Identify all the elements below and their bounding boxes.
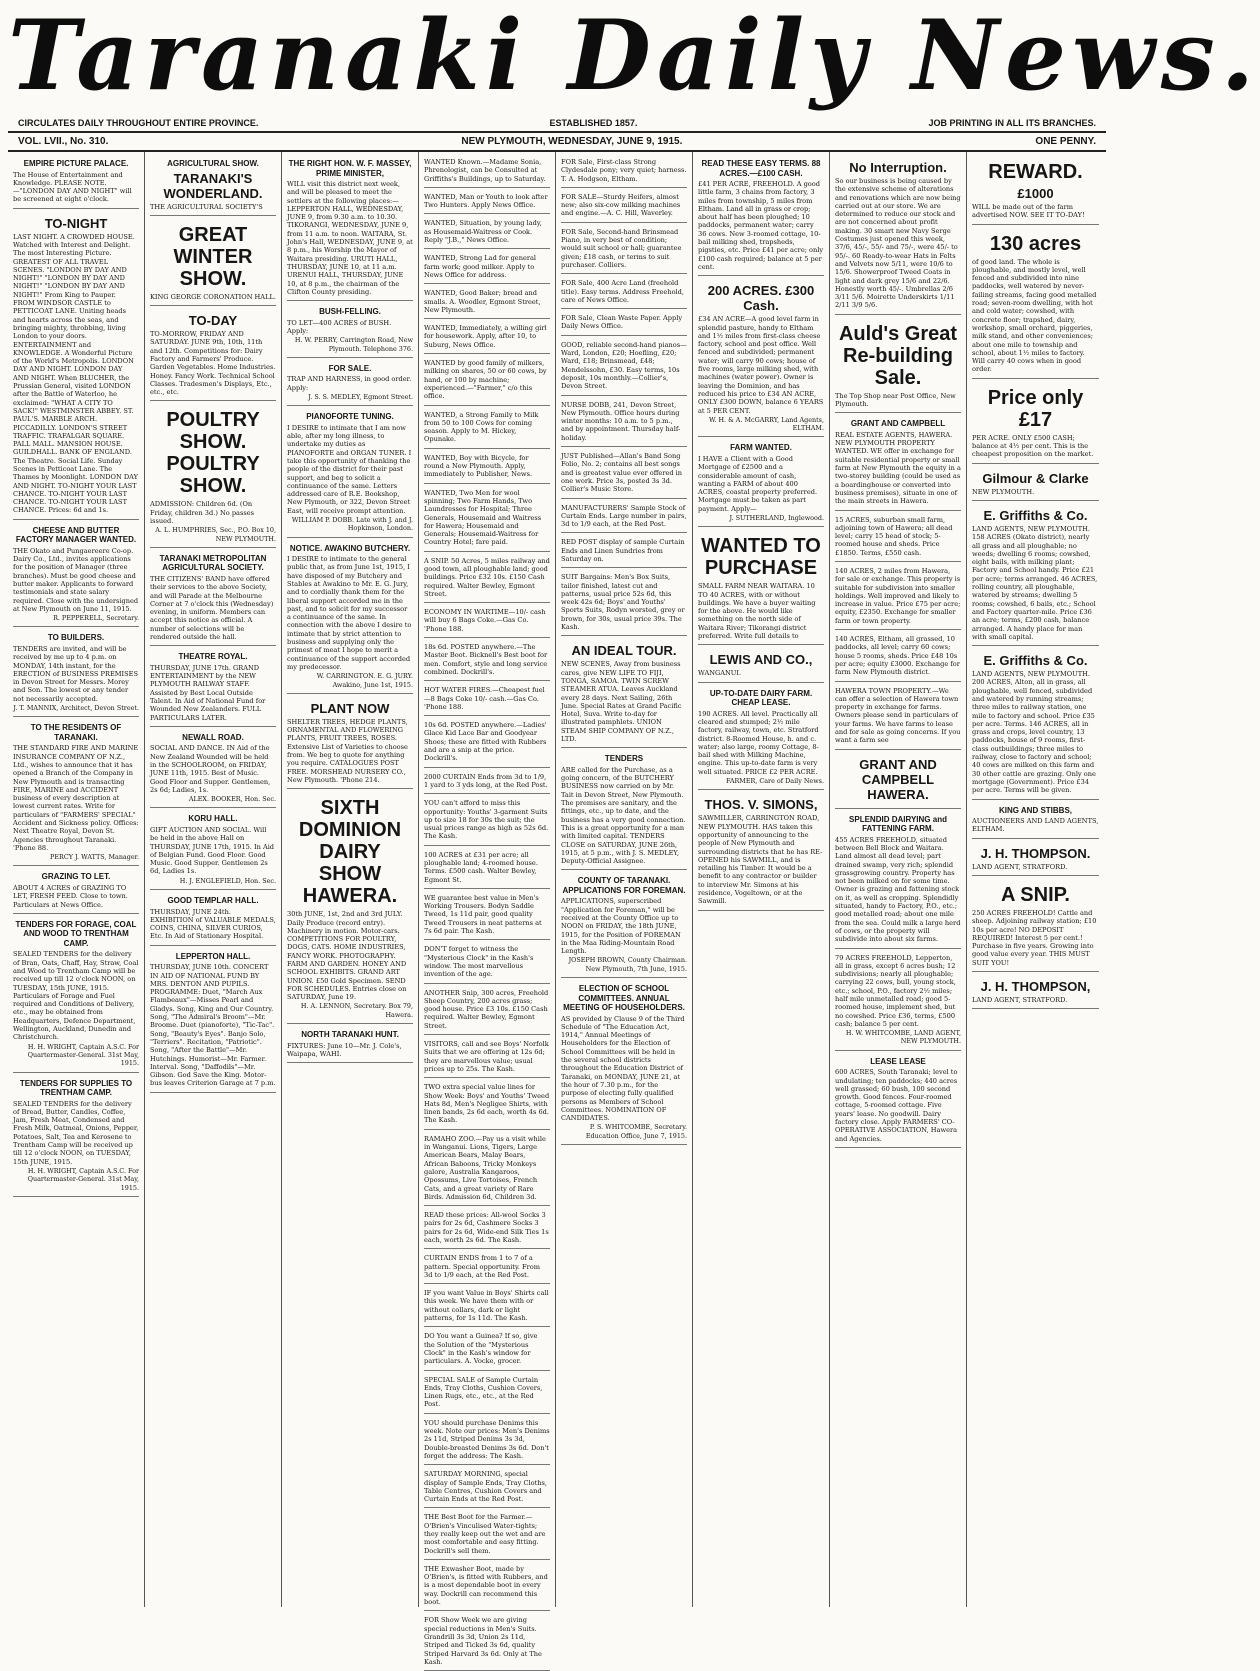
ad-heading: READ THESE EASY TERMS. 88 ACRES.—£100 CASH. [701, 159, 821, 178]
column-1 [8, 152, 145, 1607]
advertisement [972, 649, 1099, 799]
advertisement [424, 252, 550, 284]
ad-text: So our business is being caused by the extensive scheme of alterations and renovations which are now being carried out at our store. We are determined to reduce our stock and are not concerned about profit making. 30 smart new Navy Serge Costumes just opened this week, 37/6, 45/-, 55/- and 75/-, were 45/- to 95/-. 60 Ready-to-wear Hats in Felts and Velvets now 5/11, were 10/6 to 15/6. Showerproof Tweed Coats in light and dark grey 15/6 and 22/6. Honestly worth 45/-. Umbrellas 2/6 3/11 5/6. Moirette Underskirts 1/11 2/11 3/9 5/6. [835, 177, 961, 310]
advertisement [698, 156, 824, 276]
newspaper-title: Taranaki Daily News. [8, 0, 1260, 112]
ad-text: THE Best Boot for the Farmer.—O'Brien's Vinculised Water-tights; they really keep out the wet and are most comfortable and easy fitting. Dockrill's sell them. [424, 1513, 546, 1555]
advertisement [424, 1133, 550, 1206]
advertisement [561, 277, 687, 309]
ad-text: £41 PER ACRE, FREEHOLD. A good little farm, 3 chains from factory, 3 miles from township, 5 miles from Eltham. Land all in grass or crop; about half has been ploughed; 10 paddocks, permanent water; carry 36 cows. New 3-roomed cottage, 10-bail milking shed, trapsheds, pigsties, etc. Price £41 per acre; only £100 cash required; balance at 5 per cent. [698, 180, 824, 271]
ad-text: A SNIP. 50 Acres, 5 miles railway and good town, all ploughable land; good buildings. Price £32 10s. £150 Cash required. Walter Bewley, Egmont Street. [424, 556, 550, 598]
ad-text: WANTED, a Strong Family to Milk from 50 to 100 Cows for coming season. Apply to M. Hickey, Opunake. [424, 410, 539, 444]
ad-text: RED POST display of sample Curtain Ends and Linen Sundries from Saturday on. [561, 538, 685, 563]
advertisement [13, 869, 139, 913]
column-2 [145, 152, 282, 1607]
ad-text: SPECIAL SALE of Sample Curtain Ends, Tray Cloths, Cushion Covers, Linen Rugs, etc., etc., at the Red Post. [424, 1375, 543, 1409]
advertisement [972, 879, 1099, 972]
ad-text: NEW PLYMOUTH. [972, 487, 1035, 496]
ad-text: SUIT Bargains: Men's Box Suits, tailor finished, latest cut and patterns, usual price 52s 6d, this week 42s 6d; Boys' and Youths' Sports Suits, Rodyn worsted, grey or brown, for 30s, usual price 39s. The Kash. [561, 573, 685, 632]
advertisement [424, 1374, 550, 1414]
ad-text: ARE called for the Purchase, as a going concern, of the BUTCHERY BUSINESS now carried on by Mr. Tait in Devon Street, New Plymouth. The premises are sanitary, and the fittings, etc., up to date, and the business has a very good connection. This is a great opportunity for a man with limited capital. TENDERS CLOSE on SATURDAY, JUNE 26th, 1915, at 5 p.m., with J. S. MEDLEY, Deputy-Official Assignee. [561, 765, 686, 866]
ad-signature: H. W. PERRY, Carrington Road, New Plymouth. Telephone 376. [294, 336, 413, 353]
ad-text: SOCIAL AND DANCE. IN Aid of the New Zealand Wounded will be held in the SCHOOLROOM, on FRIDAY, JUNE 11th, 1915. Best of Music. Good Floor and Supper. Gentlemen, 2s 6d; Ladies, 1s. [150, 744, 271, 794]
masthead [8, 0, 1260, 112]
advertisement [150, 551, 276, 646]
advertisement [424, 409, 550, 449]
ad-signature: J. S. S. MEDLEY, Egmont Street. [308, 392, 413, 401]
ad-text: FOR Show Week we are giving special reductions in Men's Suits. Grandrill 3s 3d, Union 2s 11d, Striped and Ticked 3s 6d, quality Striped Harvard 3s 6d. Only at The Kash. [424, 1616, 542, 1666]
advertisement [424, 1209, 550, 1249]
ad-text: TO LET—400 ACRES of BUSH. Apply: [287, 318, 392, 335]
ad-subheading: GRANT AND CAMPBELL HAWERA. [859, 756, 937, 802]
ad-text: WILL visit this district next week, and will be pleased to meet the settlers at the following places:— LEPPERTON HALL, WEDNESDAY, JUNE 9, from 9.30 a.m. to 10.30. TIKORANGI, WEDNESDAY, JUNE 9, from 11 a.m. to noon. WAITARA, St. John's Hall, WEDNESDAY, JUNE 9, at 8 p.m., his Worship the Mayor of Waitara presiding. URUTI HALL, THURSDAY, JUNE 10, at 11 a.m. URENUI HALL, THURSDAY, JUNE 10, at 8 p.m., the chairman of the Clifton County presiding. [287, 180, 413, 296]
ad-heading: NORTH TARANAKI HUNT. [301, 1030, 399, 1040]
ad-text: 140 ACRES, 2 miles from Hawera, for sale or exchange. This property is suitable for subdivision into smaller holdings. Well improved and likely to increase in value. Price £75 per acre; equity, £2350. Exchange for smaller farm or town property. [835, 567, 961, 625]
ad-signature: J. SUTHERLAND, Inglewood. [729, 514, 824, 522]
advertisement [835, 952, 961, 1051]
ad-subheading: LEWIS AND CO., [709, 652, 813, 668]
advertisement [698, 440, 824, 527]
column-8 [967, 152, 1104, 1607]
advertisement [698, 793, 824, 910]
ad-heading: FOR SALE. [328, 363, 372, 373]
ad-text: 455 ACRES FREEHOLD, situated between Bell Block and Waitara. Land almost all dead level; part drained swamp, very rich; splendid grassgrowing country. Property has not been milked on for some time. Owner is grazing and fattening stock on it, as well as cropping. Splendidly situated, handy to Factory, P.O., etc.; good metalled road; about one mile from the sea. Could milk a large herd of cows, or the property will subdivide into about six farms. [835, 835, 961, 944]
ad-heading: AGRICULTURAL SHOW. [167, 159, 259, 168]
ad-heading: GRAZING TO LET. [41, 872, 111, 882]
ad-text: IF you want Value in Boys' Shirts call this week. We have them with or without collars, dark or light patterns, for 1s 11d. The Kash. [424, 1289, 549, 1323]
advertisement [561, 536, 687, 568]
advertisement [561, 312, 687, 336]
ad-signature: A. L. HUMPHRIES, Sec., P.O. Box 10, NEW PLYMOUTH. [155, 526, 276, 543]
ad-subheading: £1000 [1017, 186, 1054, 201]
advertisement [835, 565, 961, 630]
ad-text: HAWERA TOWN PROPERTY.—We can offer a selection of Hawera town property in exchange for farms. Owners please send in particulars of your farms. We have farms to lease and for sale as going concerns. If you want a farm see [835, 686, 961, 745]
ad-text: FOR Sale, 400 Acre Land (freehold title). Easy terms. Address Freehold, care of News Office. [561, 279, 684, 304]
issue-price: ONE PENNY. [1035, 136, 1096, 147]
ad-text: 79 ACRES FREEHOLD, Lepperton, all in grass, except 6 acres bush; 12 subdivisions; nearly all ploughable; carrying 22 cows, bull, young stock, etc.; school, P.O., factory 2½ miles; half mile unmetalled road; good 5-roomed house, implement shed, but no cowshed. Price £36, terms, £500 cash; balance 5 per cent. [835, 953, 956, 1028]
advertisement [13, 212, 139, 520]
ad-text: WILL be made out of the farm advertised NOW. SEE IT TO-DAY! [972, 203, 1085, 220]
column-4 [419, 152, 556, 1666]
advertisement [287, 156, 413, 301]
ad-text: 600 ACRES, South Taranaki; level to undulating; ten paddocks; 440 acres well grassed; 60 bush, 100 second growth. Good fences. Four-roomed cottage, 5-roomed cottage. Five years' lease. No goodwill. Dairy factory close. Apply FARMERS' CO-OPERATIVE ASSOCIATION, Hawera and Agencies. [835, 1068, 958, 1143]
circulation-note: CIRCULATES DAILY THROUGHOUT ENTIRE PROVINCE. [18, 118, 259, 128]
ad-subheading: J. H. THOMPSON, [980, 979, 1091, 995]
ad-text: READ these prices: All-wool Socks 3 pairs for 2s 6d, Cashmere Socks 3 pairs for 2s 6d, Wide-end Silk Ties 1s each, worth 2s 6d. The Kash. [424, 1211, 549, 1244]
column-3 [282, 152, 419, 1607]
advertisement [698, 648, 824, 682]
ad-text: FOR Sale, First-class Strong Clydesdale pony; very quiet; harness. T. A. Hodgson, Eltham. [561, 158, 687, 183]
advertisement [561, 226, 687, 274]
ad-subheading: AN IDEAL TOUR. [571, 643, 677, 659]
ad-text: FOR Sale, Clean Waste Paper. Apply Daily News Office. [561, 314, 683, 331]
ad-heading: ELECTION OF SCHOOL COMMITTEES. ANNUAL MEETING OF HOUSEHOLDERS. [563, 984, 685, 1013]
advertisement [972, 156, 1099, 225]
advertisement [424, 1468, 550, 1508]
ad-subheading: Gilmour & Clarke [982, 470, 1089, 486]
ad-text: THE STANDARD FIRE AND MARINE INSURANCE COMPANY OF N.Z., Ltd., wishes to announce that it has opened a Branch of the Company in New Plymouth and is transacting FIRE, MARINE and ACCIDENT business of every description at lowest current rates. Write for particulars of "FARMERS' SPECIAL" Accident and Sickness policy. Offices: Next Theatre Royal, Devon St. Agencies throughout Taranaki. 'Phone 88. [13, 744, 139, 852]
advertisement [424, 892, 550, 940]
ad-subheading: 200 ACRES. £300 Cash. [707, 283, 815, 314]
ad-heading: UP-TO-DATE DAIRY FARM. CHEAP LEASE. [709, 688, 813, 708]
advertisement [835, 633, 961, 681]
ad-text: DO You want a Guinea? If so, give the Solution of the "Mysterious Clock" in the Kash's window for particulars. A. Vocke, grocer. [424, 1332, 538, 1366]
ad-text: £34 AN ACRE—A good level farm in splendid pasture, handy to Eltham and 1½ miles from first-class cheese factory, school and post office. Well fenced and subdivided; permanent water; will carry 90 cows; house of five rooms, large milking shed, with machines (water power). Owner is leaving the Dominion, and has reduced his price to £34 AN ACRE, ONLY £300 DOWN, balance 6 YEARS at 5 PER CENT. [698, 315, 824, 415]
ad-signature: PERCY J. WATTS, Manager. [50, 853, 139, 862]
ad-text: APPLICATIONS, superscribed "Application for Foreman," will be received at the County Office up to NOON on FRIDAY, the 18th JUNE, 1915, for the Position of FOREMAN in the Maa Riding-Mountain Road Length. [561, 897, 681, 956]
ad-text: GIFT AUCTION AND SOCIAL. Will be held in the above Hall on THURSDAY, JUNE 17th, 1915. In Aid of Belgian Fund. Good Floor. Good Music. Good Supper. Gentlemen 2s 6d, Ladies 1s. [150, 825, 275, 876]
ad-text: AUCTIONEERS AND LAND AGENTS, ELTHAM. [972, 817, 1099, 834]
ad-text: WE guarantee best value in Men's Working Trousers. Bodyn Saddle Tweed, 1s 11d pair, good quality Tweed Trousers in neat patterns at 7s 6d pair. The Kash. [424, 893, 542, 936]
ad-text: 18s 6d. POSTED anywhere.—The Master Boot. Bicknell's Best boot for men. Comfort, style and long service combined. Dockrill's. [424, 643, 548, 676]
advertisement [424, 156, 550, 188]
ad-text: I DESIRE to intimate to the general public that, as from June 1st, 1915, I have disposed of my Butchery and Stables at Awakino to Mr. E. G. Jury, and to cordially thank them for the liberal support accorded me in the past, and to solicit for my successor a continuance of the same. In connection with the above I desire to intimate that by strict attention to business and supplying only the primest of meat I hope to merit a continuance of the support accorded my predecessor. [287, 555, 412, 671]
ad-text: FIXTURES: June 10—Mr. J. Cole's, Waipapa, WAHI. [287, 1041, 402, 1058]
ad-display-heading: SIXTH DOMINION DAIRY SHOW HAWERA. [298, 797, 402, 908]
ad-heading: TENDERS [604, 754, 644, 764]
advertisement [561, 639, 687, 748]
ad-signature: J. T. MANNIX, Architect, Devon Street. [13, 704, 139, 713]
advertisement [424, 606, 550, 638]
ad-display-heading: POULTRY SHOW. POULTRY SHOW. [166, 409, 260, 498]
ad-text: MANUFACTURERS' Sample Stock of Curtain Ends. Large number in pairs, 3d to 1/9 each, at the Red Post. [561, 503, 687, 529]
ad-text: NURSE DOBB, 241, Devon Street, New Plymouth. Office hours during winter months: 10 a.m. to 5 p.m., and by appointment. Thursday half-holiday. [561, 400, 681, 442]
ad-text: ECONOMY IN WARTIME—10/- cash will buy 6 Bags Coke.—Gas Co. 'Phone 188. [424, 608, 546, 633]
ad-subheading: No Interruption. [849, 160, 947, 175]
advertisement [424, 191, 550, 215]
advertisement [561, 156, 687, 188]
advertisement [424, 797, 550, 845]
ad-text: RAMAHO ZOO.—Pay us a visit while in Wanganui. Lions, Tigers, Large American Bears, Malay Bears, African Baboons, Tricky Monkeys galore, Australia Kangaroos, Opossums, Live Tortoises, French Cats, and a great variety of Rare Birds. Admission 6d, Children 3d. [424, 1134, 546, 1201]
ad-heading: SPLENDID DAIRYING and FATTENING FARM. [849, 814, 947, 834]
column-6 [693, 152, 830, 1607]
ad-text: WANTED, Immediately, a willing girl for housework. Apply, after 10, to Suburg, News Office. [424, 324, 547, 349]
ad-text: 10s 6d. POSTED anywhere.—Ladies' Glace Kid Lace Bar and Goodyear Shoes; these are fitted with Rubbers and are a snip at the price. Dockrill's. [424, 721, 547, 763]
ad-display-heading: WANTED TO PURCHASE [701, 535, 821, 580]
ad-heading: THE RIGHT HON. W. F. MASSEY, PRIME MINISTER, [288, 159, 412, 178]
advertisement [424, 322, 550, 354]
ad-heading: LEASE LEASE [870, 1056, 926, 1066]
ad-heading: TO BUILDERS. [47, 633, 105, 643]
ad-text: TO-MORROW, FRIDAY AND SATURDAY. JUNE 9th, 10th, 11th and 12th. Competitions for: Dairy Factory and Farmers' Produce. Garden Vegetables. Home Industries. Honey. Fancy Work. Technical School Classes. Tradesmen's Displays, Etc., etc., etc. [150, 330, 276, 397]
advertisement [13, 156, 139, 209]
ad-signature: W. H. & A. McGARRY, Land Agents, ELTHAM. [708, 415, 824, 433]
ad-text: YOU can't afford to miss this opportunity: Youths' 3-garment Suits up to size 18 for 30s the suit; the usual prices range as high as 52s 6d. The Kash. [424, 799, 549, 841]
ad-text: The House of Entertainment and Knowledge. PLEASE NOTE.—"LONDON DAY AND NIGHT" will be screened at eight o'clock. [13, 170, 132, 204]
advertisement [424, 849, 550, 889]
advertisement [150, 404, 276, 547]
advertisement [561, 981, 687, 1145]
advertisement [424, 771, 550, 795]
ad-text: SEALED TENDERS for the delivery of Bread, Butter, Candles, Coffee, Jam, Fresh Meat, Condensed and Fresh Milk, Oatmeal, Onions, Pepper, Potatoes, Salt, Tea and Kerosene to Trentham Camp will be received up till 12 o'clock NOON, on TUESDAY, 15th JUNE, 1915. [13, 1099, 139, 1166]
advertisement [424, 487, 550, 552]
ad-heading: TO THE RESIDENTS OF TARANAKI. [30, 723, 122, 742]
ad-heading: COUNTY OF TARANAKI. APPLICATIONS FOR FOREMAN. [562, 876, 686, 895]
ad-text: The Top Shop near Post Office, New Plymouth. [835, 391, 956, 409]
advertisement [561, 339, 687, 396]
ad-text: SAWMILLER, CARRINGTON ROAD, NEW PLYMOUTH. HAS taken this opportunity of announcing to the people of New Plymouth and surrounding districts that he has RE-OPENED his SAWMILL, and is retailing his Timber. It would be a benefit to any contractor or builder to interview Mr. Simons at his residence, Vogeltown, or at the Sawmill. [698, 814, 823, 906]
ad-text: TWO extra special value lines for Show Week: Boys' and Youths' Tweed Hats 8d, Men's Negligee Shirts, with linen bands, 2s 6d each, worth 4s 6d. The Kash. [424, 1083, 550, 1125]
advertisement [561, 873, 687, 978]
ad-text: TENDERS are invited, and will be received by me up to 4 p.m. on MONDAY, 14th instant, for the ERECTION of BUSINESS PREMISES in Devon Street for Messrs. Morey and Son. The lowest or any tender not necessarily accepted. [13, 644, 138, 703]
ad-subheading: J. H. THOMPSON. [980, 845, 1091, 861]
advertisement [287, 409, 413, 537]
advertisement [972, 228, 1099, 379]
ad-text: REAL ESTATE AGENTS, HAWERA. NEW PLYMOUTH PROPERTY WANTED. WE offer in exchange for suitable residential property or small farm at New Plymouth the equity in a two-storey building (could be used as a boardinghouse or converted into business premises), situate in one of the main streets in Hawera. [835, 430, 961, 506]
ad-subheading: TARANAKI'S WONDERLAND. [163, 170, 263, 201]
issue-date: NEW PLYMOUTH, WEDNESDAY, JUNE 9, 1915. [461, 136, 683, 147]
ad-signature: JOSEPH BROWN, County Chairman. New Plymouth, 7th June, 1915. [568, 956, 687, 973]
ad-text: FOR SALE—Sturdy Heifers, almost new; also six-cow milking machines and engine.—A. C. Hill, Waverley. [561, 192, 681, 218]
advertisement [150, 949, 276, 1093]
ad-signature: ALEX. BOOKER, Hon. Sec. [188, 795, 276, 804]
advertisement [287, 541, 413, 694]
ad-text: THE Exwasher Boot, made by O'Brien's, is fitted with Rubbers, and is a most dependable boot in every way. Dockrill can recommend this boot. [424, 1564, 548, 1607]
advertisement [13, 1076, 139, 1197]
ad-display-heading: GREAT WINTER SHOW. [173, 223, 253, 290]
advertisement [424, 1038, 550, 1078]
ad-subheading: E. Griffiths & Co. [983, 507, 1088, 523]
ad-display-heading: 130 acres [989, 232, 1082, 255]
ad-text: JUST Published—Allan's Band Song Folio, No. 2; contains all best songs and is greatest value ever offered in one work. Price 3s, posted 3s 3d. Collier's Music Store. [561, 452, 683, 494]
ad-display-heading: A SNIP. [1001, 883, 1070, 906]
masthead-subline [8, 112, 1106, 133]
advertisement [150, 309, 276, 401]
ad-text: WANTED, Man or Youth to look after Two Hunters. Apply News Office. [424, 192, 548, 210]
ad-display-heading: Auld's Great Re-building Sale. [838, 322, 958, 389]
advertisement [287, 361, 413, 406]
ad-text: 2000 CURTAIN Ends from 3d to 1/9, 1 yard to 3 yds long, at the Red Post. [424, 772, 548, 789]
advertisement [150, 893, 276, 946]
ad-text: WANTED Known.—Madame Sonia, Phrenologist, can be Consulted at Griffiths's Buildings, up to Saturday. [424, 158, 546, 183]
ad-text: 100 ACRES at £31 per acre; all ploughable land; 4-roomed house. Terms. £500 cash. Walter Bewley, Egmont St. [424, 850, 538, 884]
ad-text: LAND AGENT, STRATFORD. [972, 862, 1068, 871]
advertisement [698, 530, 824, 645]
ad-text: THE Okato and Pungaereere Co-op. Dairy Co., Ltd., invites applications for the position of Manager (three branches). Must be good cheese and butter maker. Applicants to forward testimonials and state salary required. Close with the undersigned at New Plymouth on June 11, 1915. [13, 546, 139, 613]
ad-subheading: THOS. V. SIMONS, [704, 797, 818, 813]
advertisement [561, 502, 687, 534]
ad-heading: NEWALL ROAD. [182, 732, 244, 742]
advertisement [424, 1252, 550, 1284]
columns-container [8, 152, 1106, 1666]
volume-number: VOL. LVII., No. 310. [18, 136, 109, 147]
advertisement [13, 523, 139, 628]
ad-text: ABOUT 4 ACRES of GRAZING TO LET, FRESH FEED. Close to town. Particulars at News Office. [13, 883, 128, 909]
advertisement [150, 811, 276, 890]
ad-signature: H. H. WRIGHT, Captain A.S.C. For Quartermaster-General. 31st May, 1915. [27, 1042, 139, 1068]
ad-text: SMALL FARM NEAR WAITARA. 10 TO 40 ACRES, with or without buildings. We have a buyer waiting for the above. He would like something on the north side of Waitara River; Tikorangi district preferred. Write full details to [698, 582, 816, 641]
ad-display-heading: REWARD. [988, 161, 1083, 183]
ad-heading: BUSH-FELLING. [319, 307, 381, 317]
column-5 [556, 152, 693, 1607]
advertisement [424, 1563, 550, 1611]
ad-text: 140 ACRES, Eltham, all grassed, 10 paddocks, all level; carry 60 cows; house 5 rooms, sheds. Price £48 10s per acre; equity £3000. Exchange for farm New Plymouth district. [835, 635, 960, 677]
ad-signature: FARMER, Care of Daily News. [725, 777, 824, 786]
established-note: ESTABLISHED 1857. [549, 118, 638, 128]
advertisement [561, 399, 687, 447]
advertisement [424, 1614, 550, 1671]
advertisement [424, 1417, 550, 1465]
advertisement [835, 685, 961, 750]
advertisement [835, 1054, 961, 1148]
ad-heading: PIANOFORTE TUNING. [306, 412, 394, 422]
ad-heading: GOOD TEMPLAR HALL. [167, 896, 259, 906]
advertisement [150, 730, 276, 809]
ad-text: ANOTHER Snip, 300 acres, Freehold Sheep Country, 200 acres grass; good house. Price £3 10s. £150 Cash required. Walter Bewley, Egmont Street. [424, 988, 549, 1030]
ad-text: THURSDAY, JUNE 24th. EXHIBITION of VALUABLE MEDALS, COINS, CHINA, SILVER CURIOS, Etc. In Aid of Stationary Hospital. [150, 907, 276, 941]
advertisement [424, 357, 550, 405]
advertisement [287, 1027, 413, 1063]
ad-heading: EMPIRE PICTURE PALACE. [23, 159, 129, 168]
advertisement [835, 812, 961, 949]
advertisement [424, 719, 550, 767]
ad-text: WANTED, Situation, by young lady, as Housemaid-Waitress or Cook. Reply "J.B.," News Office. [424, 219, 542, 245]
ad-heading: KING AND STIBBS, [998, 805, 1073, 815]
advertisement [287, 304, 413, 358]
ad-subheading: TO-NIGHT [44, 215, 108, 231]
advertisement [424, 555, 550, 603]
advertisement [561, 450, 687, 498]
ad-text: I HAVE a Client with a Good Mortgage of £2500 and a considerable amount of cash, wanting a FARM of about 400 ACRES, coastal property preferred. Mortgage must be taken as part payment. Apply— [698, 454, 818, 513]
advertisement [424, 287, 550, 319]
ad-text: YOU should purchase Denims this week. Note our prices: Men's Denims 2s 11d, Striped Denims 3s 3d, Double-breasted Denims 3s 6d. Don't forget the address: The Kash. [424, 1418, 550, 1460]
ad-text: WANTED by good family of milkers, milking on shares, 50 or 60 cows, by hand, or 100 by machine; experienced.—"Farmer," c/o this office. [424, 359, 547, 401]
ad-text: ADMISSION: Children 6d. (On Friday, children 3d.) No passes issued. [150, 500, 255, 526]
ad-text: of good land. The whole is ploughable, and mostly level, well fenced and subdivided into nine paddocks, well watered by never-failing streams, facing good metalled road; seven-room dwelling, with hot and cold water; cowshed, with concrete floor; trapshed, dairy, workshop, small orchard, piggeries, milk stand, and other conveniences; about one mile to township and school, about 1½ miles to factory. Will carry 40 cows when in good order. [972, 257, 1097, 374]
advertisement [424, 452, 550, 484]
ad-text: LAND AGENT, STRATFORD. [972, 996, 1068, 1005]
advertisement [972, 975, 1099, 1009]
advertisement [13, 720, 139, 866]
ad-signature: W. CARRINGTON. E. G. JURY. Awakino, June 1st, 1915. [316, 672, 413, 689]
advertisement [972, 382, 1099, 464]
ad-text: NEW SCENES, Away from business cares, give NEW LIFE TO FIJI, TONGA, SAMOA. TWIN SCREW STEAMER ATUA. Leaves Auckland every 28 days. Next Sailing, 26th June. Special Rates at Grand Pacific Hotel, Suva. Write to-day for illustrated pamphlets. UNION STEAM SHIP COMPANY OF N.Z., LTD. [561, 660, 682, 744]
advertisement [561, 571, 687, 636]
ad-text: WANTED, Boy with Bicycle, for round a New Plymouth. Apply, immediately to Publisher, News. [424, 453, 533, 479]
advertisement [972, 467, 1099, 501]
ad-text: DON'T forget to witness the "Mysterious Clock" in the Kash's window. The most marvellous invention of the age. [424, 945, 534, 979]
ad-text: FOR Sale, Second-hand Brinsmead Piano, in very best of condition; would suit school or hall; guarantee given; £18 cash, or terms to suit purchaser. Colliers. [561, 227, 682, 269]
ad-subheading: TO-DAY [188, 313, 238, 329]
advertisement [287, 792, 413, 1024]
column-7 [830, 152, 967, 1607]
advertisement [424, 217, 550, 249]
advertisement [835, 416, 961, 510]
ad-heading: TENDERS FOR FORAGE, COAL AND WOOD TO TRENTHAM CAMP. [15, 919, 137, 948]
job-printing-note: JOB PRINTING IN ALL ITS BRANCHES. [928, 118, 1096, 128]
ad-signature: H. W. WHITCOMBE, LAND AGENT, NEW PLYMOUTH. [845, 1029, 961, 1046]
ad-text: THURSDAY, JUNE 10th. CONCERT IN AID OF NATIONAL FUND BY MRS. DENTON AND PUPILS. PROGRAMME: Duet, "March Aux Flambeaux"—Misses Pearl and Gladys. Song, King and Our Country. Song, "The Admiral's Broom"—Mr. Broome. Duet (pianoforte), "Tic-Tac". Song, "Beauty's Eyes". Banjo Solo, "Terriers". Recitation, "Patriotic". Song, "After the Battle"—Mr. Hutchings. Humorist—Mr. Farmer. Interval. Song, "Daffodils"—Mr. Gibson. God Save the King. Motor-bus leaves Criterion Garage at 7 p.m. [150, 963, 276, 1088]
advertisement [835, 514, 961, 562]
advertisement [972, 842, 1099, 876]
ad-text: SHELTER TREES, HEDGE PLANTS, ORNAMENTAL AND FLOWERING PLANTS, FRUIT TREES, ROSES. Extensive List of Varieties to choose from. We beg to quote for anything you require. CATALOGUES POST FREE. MORSHEAD NURSERY CO., New Plymouth. 'Phone 214. [287, 717, 408, 784]
ad-subheading: PLANT NOW [310, 700, 390, 716]
ad-text: GOOD, reliable second-hand pianos—Ward, London, £20; Hoefling, £20; Ward, £18; Brinsmead, £48; Mendelssohn, £30. Easy terms, 10s deposit, 10s monthly.—Collier's, Devon Street. [561, 340, 687, 391]
advertisement [835, 156, 961, 315]
advertisement [287, 697, 413, 789]
ad-signature: H. J. ENGLEFIELD, Hon. Sec. [179, 876, 276, 885]
ad-heading: TARANAKI METROPOLITAN AGRICULTURAL SOCIETY. [159, 553, 267, 573]
ad-heading: NOTICE. AWAKINO BUTCHERY. [289, 543, 411, 553]
advertisement [835, 753, 961, 809]
advertisement [972, 504, 1099, 646]
ad-text: LAND AGENTS, NEW PLYMOUTH. 158 ACRES (Okato district), nearly all grass and all ploughable; no weeds; dwelling 6 rooms; cowshed, eight bails, with milking plant; Factory and School handy. Price £21 per acre; terms arranged. 46 ACRES, rolling country, all ploughable, watered by streams; dwelling 5 rooms; cowshed, 6 bails, etc.; School and Factory quarter-mile. Price £36 an acre; terms, £200 cash, balance arranged. A handy place for man with small capital. [972, 524, 1098, 641]
ad-display-heading: Price only £17 [987, 386, 1084, 431]
ad-text: WANTED, Strong Lad for general farm work; good milker. Apply to News Office for address. [424, 254, 537, 279]
ad-text: LAND AGENTS, NEW PLYMOUTH. 200 ACRES, Alton, all in grass, all ploughable, well fenced, subdivided and watered by running streams; three miles to railway station, one mile to factory and school. Price £35 per acre. Terms. 146 ACRES, all in grass and crops, level country, 13 paddocks, house of 9 rooms, first-class outbuildings; three miles to railway, close to factory and school; 40 cows are milked on this farm and 30 other cattle are grazing. Only one mortgage (Government). Price £34 per acre. Terms will be given. [972, 670, 1096, 795]
ad-signature: P. S. WHITCOMBE, Secretary. Education Office, June 7, 1915. [585, 1123, 687, 1140]
ad-text: SEALED TENDERS for the delivery of Bran, Oats, Chaff, Hay, Straw, Coal and Wood to Trentham Camp will be received up till 12 o'clock NOON, on TUESDAY, 15th JUNE, 1915. Particulars of Forage and Fuel required and Conditions of Delivery, etc., may be obtained from Headquarters, Defence Department, Wellington, Auckland, Dunedin and Christchurch. [13, 950, 139, 1042]
ad-signature: WILLIAM P. DOBB. Late with J. and J. Hopkinson, London. [291, 516, 413, 533]
dateline-bar [8, 133, 1106, 152]
ad-signature: H. H. WRIGHT, Captain A.S.C. For Quartermaster-General. 31st May, 1915. [27, 1166, 139, 1192]
ad-text: VISITORS, call and see Boys' Norfolk Suits that we are offering at 12s 6d; they are marvellous value; usual prices up to 25s. The Kash. [424, 1040, 549, 1073]
ad-text: SATURDAY MORNING, special display of Sample Ends, Tray Cloths, Table Centres, Cushion Covers and Curtain Ends at the Red Post. [424, 1470, 547, 1504]
ad-text: TRAP AND HARNESS, in good order. Apply: [287, 375, 412, 392]
advertisement [150, 649, 276, 727]
ad-text: AS provided by Clause 9 of the Third Schedule of "The Education Act, 1914," Annual Meetings of Householders for the Election of School Committees will be held in the several school districts throughout the Education District of Taranaki, on MONDAY, JUNE 21, at the hour of 7.30 p.m., for the purpose of electing fully qualified persons as Members of School Committees. NOMINATION OF CANDIDATES. [561, 1014, 685, 1123]
ad-text: PER ACRE. ONLY £500 CASH; balance at 4½ per cent. This is the cheapest proposition on the market. [972, 433, 1094, 459]
advertisement [13, 917, 139, 1073]
ad-text: I DESIRE to intimate that I am now able, after my long illness, to undertake my duties as PIANOFORTE and ORGAN TUNER. I take this opportunity of thanking the people of the district for their past support, and beg to solicit a continuance of the same. Letters addressed care of R.E. Bookshop, New Plymouth, or 322, Devon Street East, will receive prompt attention. [287, 423, 412, 515]
advertisement [424, 641, 550, 681]
ad-text: THE CITIZENS' BAND have offered their services to the above Society, and will Parade at the Melbourne Corner at 7 o'clock this (Wednesday) evening, in uniform. Members can accept this notice as official. A number of selections will be rendered outside the hall. [150, 574, 274, 642]
advertisement [698, 686, 824, 791]
advertisement [424, 1287, 550, 1327]
advertisement [835, 318, 961, 414]
ad-heading: TENDERS FOR SUPPLIES TO TRENTHAM CAMP. [19, 1078, 133, 1098]
ad-heading: FARM WANTED. [730, 443, 792, 453]
ad-text: 190 ACRES. All level. Practically all cleared and stumped; 2½ mile factory, railway, town, etc. Stratford district. 8-Roomed House, h. and c. water; also large, roomy Cottage, 8-bail shed with Milking Machine, engine. This up-to-date farm is very well situated. PRICE £2 PER ACRE. [698, 709, 819, 776]
advertisement [561, 191, 687, 223]
advertisement [150, 219, 276, 306]
advertisement [150, 156, 276, 216]
ad-text: CURTAIN ENDS from 1 to 7 of a pattern. Special opportunity. From 3d to 1/9 each, at the Red Post. [424, 1254, 540, 1279]
advertisement [424, 943, 550, 983]
ad-subheading: E. Griffiths & Co. [983, 653, 1088, 669]
ad-signature: R. PEPPERELL, Secretary. [53, 614, 139, 623]
ad-text: WANGANUI. [698, 669, 742, 678]
ad-text: 30th JUNE, 1st, 2nd and 3rd JULY. Daily Produce (record entry). Machinery in motion. Motor-cars. COMPETITIONS FOR POULTRY, DOGS, CATS. HOME INDUSTRIES, FANCY WORK. PHOTOGRAPHY. FARM AND GARDEN. HONEY AND SCHOOL EXHIBITS. GRAND ART UNION. £50 Gold Specimen. SEND FOR SCHEDULES. Entries close on SATURDAY, June 19. [287, 910, 407, 1002]
advertisement [424, 1330, 550, 1370]
ad-text: WANTED, Two Men for wool spinning; Two Farm Hands, Two Laundresses for Hospital; Three Generals, Housemaid and Waitress for Hawera; Housemaid and Generals; Housemaid-Waitress for Country Hotel; fare paid. [424, 488, 542, 547]
ad-text: LAST NIGHT. A CROWDED HOUSE. Watched with Interest and Delight. The most Interesting Picture. GREATEST OF ALL TRAVEL SCENES. "LONDON BY DAY AND NIGHT!" "LONDON BY DAY AND NIGHT!" "LONDON BY DAY AND NIGHT!" From King to Pauper. FROM WINDSOR CASTLE to PETTICOAT LANE. Uniting heads and hearts across the seas, and bringing mighty, throbbing, living London to your doors. ENTERTAINMENT and KNOWLEDGE. A Wonderful Picture of the World's Metropolis. LONDON DAY AND NIGHT. LONDON DAY AND NIGHT. When BLUCHER, the Prussian General, visited LONDON after the Battle of Waterloo, he exclaimed: "WHAT A CITY TO SACK!" WESTMINSTER ABBEY. ST. PAUL'S. MARBLE ARCH. PICCADILLY. LONDON'S STREET TRAFFIC. TRAFALGAR SQUARE. PALL MALL. MANSION HOUSE. GUILDHALL. BANK OF ENGLAND. The Theatre. Social Life. Sunday Scenes in Petticoat Lane. The Thames by Moonlight. LONDON DAY AND NIGHT. TO-NIGHT YOUR LAST CHANCE. TO-NIGHT YOUR LAST CHANCE. TO-NIGHT YOUR LAST CHANCE. Prices: 6d and 1s. [13, 232, 138, 515]
advertisement [424, 684, 550, 716]
ad-text: 15 ACRES, suburban small farm, adjoining town of Hawera; all dead level; carry 15 head of stock; 5-roomed house and sheds. Price £1850. Terms, £550 cash. [835, 515, 953, 557]
advertisement [13, 630, 139, 717]
advertisement [424, 987, 550, 1035]
ad-text: WANTED, Good Baker; bread and smalls. A. Woodler, Egmont Street, New Plymouth. [424, 289, 541, 314]
ad-text: 250 ACRES FREEHOLD! Cattle and sheep. Adjoining railway station; £10 10s per acre! NO DEPOSIT REQUIRED! Interest 5 per cent.! Purchase in five years. Growing into good value every year. THIS MUST SUIT YOU! [972, 908, 1097, 967]
advertisement [972, 803, 1099, 839]
ad-text: THE AGRICULTURAL SOCIETY'S [150, 202, 263, 211]
ad-heading: KORU HALL. [188, 814, 238, 824]
ad-signature: H. A. LENNON, Secretary. Box 79, Hawera. [300, 1002, 413, 1019]
ad-heading: CHEESE AND BUTTER FACTORY MANAGER WANTED. [15, 525, 137, 545]
advertisement [698, 279, 824, 437]
advertisement [561, 751, 687, 870]
ad-heading: LEPPERTON HALL. [175, 951, 251, 961]
ad-text: HOT WATER FIRES.—Cheapest fuel —8 Bags Coke 10/- cash.—Gas Co. 'Phone 188. [424, 686, 545, 711]
advertisement [424, 1081, 550, 1129]
ad-heading: THEATRE ROYAL. [178, 652, 248, 662]
ad-text: KING GEORGE CORONATION HALL. [150, 292, 276, 301]
advertisement [424, 1511, 550, 1559]
ad-text: THURSDAY, JUNE 17th. GRAND ENTERTAINMENT by the NEW PLYMOUTH RAILWAY STAFF. Assisted by Best Local Outside Talent. In Aid of National Fund for Wounded New Zealanders. FULL PARTICULARS LATER. [150, 663, 266, 722]
ad-heading: GRANT AND CAMPBELL [850, 419, 946, 429]
